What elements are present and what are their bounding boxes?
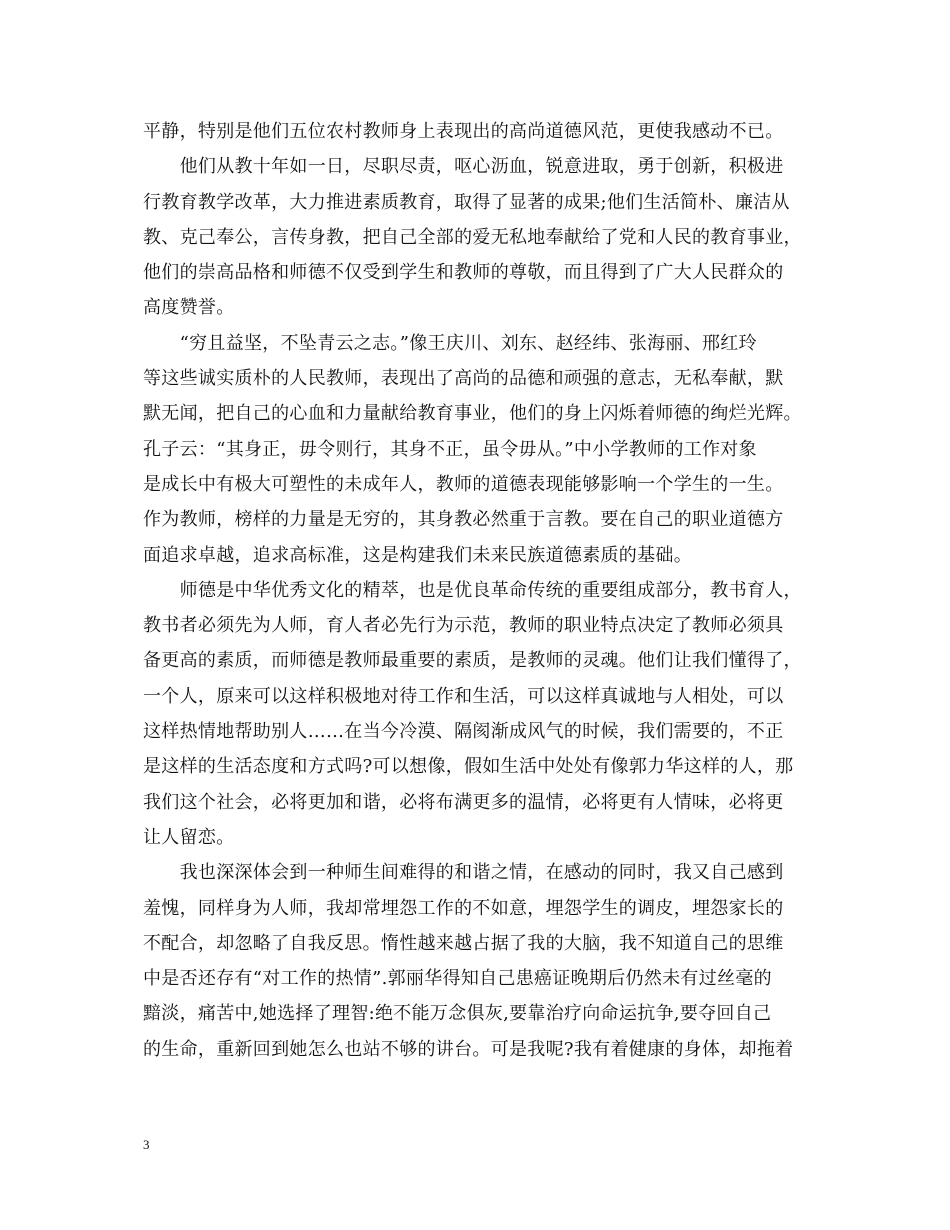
text-line: 我们这个社会，必将更加和谐，必将布满更多的温情，必将更有人情味，必将更: [143, 791, 784, 813]
text-line: 高度赞誉。: [143, 297, 235, 319]
text-line: 让人留恋。: [143, 826, 235, 848]
text-line: 他们从教十年如一日，尽职尽责，呕心沥血，锐意进取，勇于创新，积极进: [143, 156, 784, 178]
text-line: 他们的崇高品格和师德不仅受到学生和教师的尊敬，而且得到了广大人民群众的: [143, 262, 784, 284]
text-line: 师德是中华优秀文化的精萃，也是优良革命传统的重要组成部分，教书育人，: [143, 579, 802, 601]
text-line: 一个人，原来可以这样积极地对待工作和生活，可以这样真诚地与人相处，可以: [143, 685, 784, 707]
text-line: 教书者必须先为人师，育人者必先行为示范，教师的职业特点决定了教师必须具: [143, 615, 784, 637]
text-line: “穷且益坚，不坠青云之志。”像王庆川、刘东、赵经纬、张海丽、邢红玲: [143, 332, 757, 354]
text-line: 是成长中有极大可塑性的未成年人，教师的道德表现能够影响一个学生的一生。: [143, 473, 784, 495]
text-line: 面追求卓越，追求高标准，这是构建我们未来民族道德素质的基础。: [143, 544, 692, 566]
text-line: 羞愧，同样身为人师，我却常埋怨工作的不如意，埋怨学生的调皮，埋怨家长的: [143, 897, 784, 919]
text-line: 行教育教学改革，大力推进素质教育，取得了显著的成果;他们生活简朴、廉洁从: [143, 191, 790, 213]
text-line: 孔子云：“其身正，毋令则行，其身不正，虽令毋从。”中小学教师的工作对象: [143, 438, 757, 460]
body-text: [143, 114, 823, 1067]
text-line: 是这样的生活态度和方式吗?可以想像，假如生活中处处有像郭力华这样的人，那: [143, 756, 794, 778]
text-line: 等这些诚实质朴的人民教师，表现出了高尚的品德和顽强的意志，无私奉献，默: [143, 368, 784, 390]
text-line: 教、克己奉公，言传身教，把自己全部的爱无私地奉献给了党和人民的教育事业，: [143, 226, 802, 248]
text-line: 不配合，却忽略了自我反思。惰性越来越占据了我的大脑，我不知道自己的思维: [143, 932, 784, 954]
text-line: 我也深深体会到一种师生间难得的和谐之情，在感动的同时，我又自己感到: [143, 862, 784, 884]
text-line: 黯淡，痛苦中,她选择了理智:绝不能万念俱灰,要靠治疗向命运抗争,要夺回自己: [143, 1003, 772, 1025]
text-line: 的生命，重新回到她怎么也站不够的讲台。可是我呢?我有着健康的身体，却拖着: [143, 1038, 794, 1060]
text-line: 这样热情地帮助别人……在当今冷漠、隔阂渐成风气的时候，我们需要的，不正: [143, 721, 784, 743]
text-line: 备更高的素质，而师德是教师最重要的素质，是教师的灵魂。他们让我们懂得了，: [143, 650, 802, 672]
text-line: 作为教师，榜样的力量是无穷的，其身教必然重于言教。要在自己的职业道德方: [143, 509, 784, 531]
text-line: 中是否还存有“对工作的热情”.郭丽华得知自己患癌证晚期后仍然未有过丝毫的: [143, 968, 772, 990]
text-line: 平静，特别是他们五位农村教师身上表现出的高尚道德风范，更使我感动不已。: [143, 121, 784, 142]
page-number: 3: [143, 1137, 150, 1152]
text-line: 默无闻，把自己的心血和力量献给教育事业，他们的身上闪烁着师德的绚烂光辉。: [143, 403, 802, 425]
